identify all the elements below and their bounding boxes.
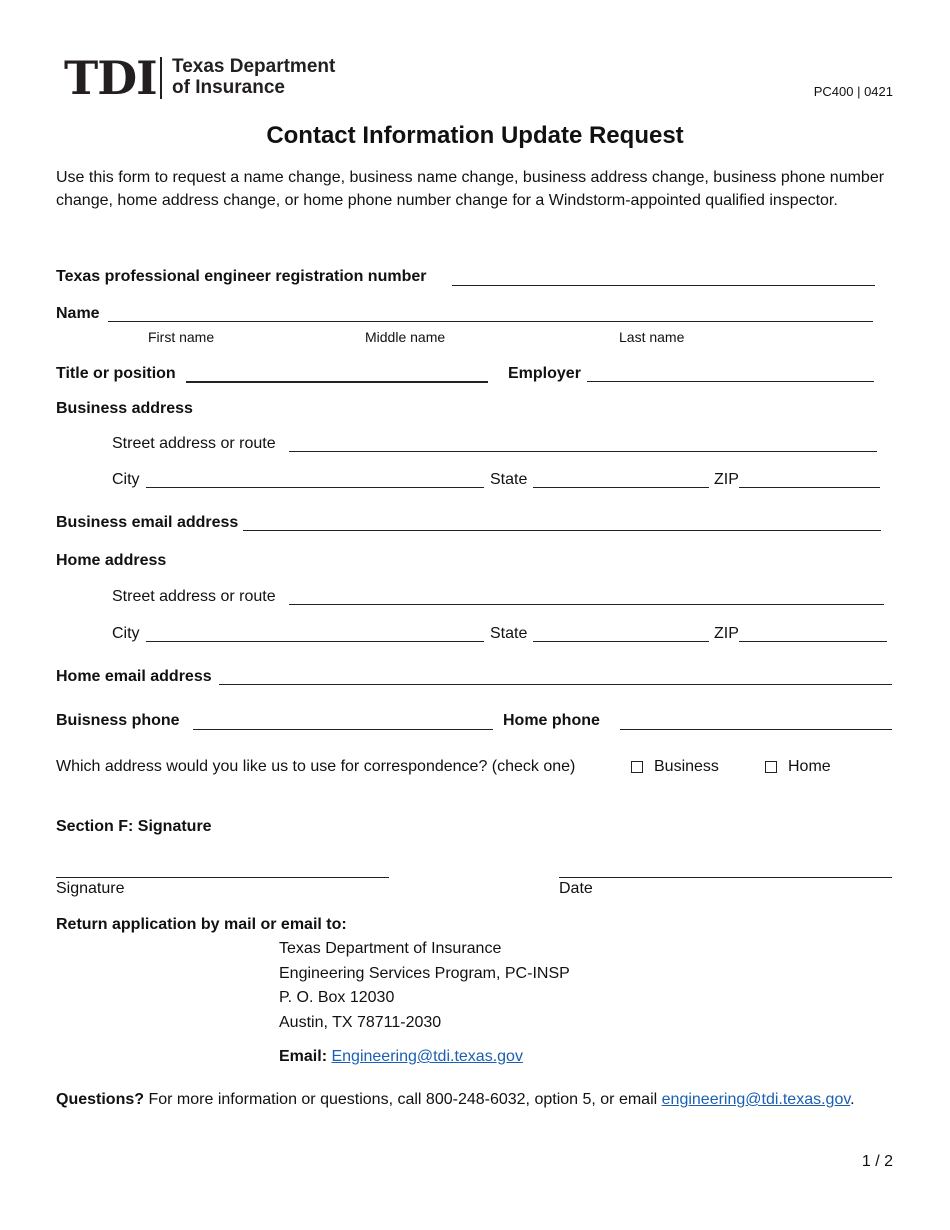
home-zip-label: ZIP xyxy=(714,625,739,642)
name-field[interactable] xyxy=(108,321,873,322)
questions-label: Questions? xyxy=(56,1091,145,1108)
employer-field[interactable] xyxy=(587,381,874,382)
business-checkbox[interactable] xyxy=(631,761,643,773)
name-label: Name xyxy=(56,305,100,322)
home-checkbox[interactable] xyxy=(765,761,777,773)
logo-agency-name xyxy=(172,56,335,98)
intro-text: Use this form to request a name change, business name change, business address change, business phone number change, home address change, or home phone number change for a Windstorm-appointed qualified inspector. xyxy=(56,169,885,209)
questions-text: For more information or questions, call 800-248-6032, option 5, or email xyxy=(148,1091,658,1108)
logo-divider xyxy=(160,57,162,99)
questions-period: . xyxy=(850,1091,855,1108)
middle-name-caption: Middle name xyxy=(365,329,446,345)
signature-field[interactable] xyxy=(56,877,389,878)
home-phone-label: Home phone xyxy=(503,712,600,729)
address-line: Texas Department of Insurance xyxy=(279,940,502,957)
questions-email-link[interactable]: engineering@tdi.texas.gov xyxy=(661,1091,851,1108)
form-number: PC400 | 0421 xyxy=(813,84,893,99)
title-position-field[interactable] xyxy=(186,381,488,383)
business-phone-label: Buisness phone xyxy=(56,712,180,729)
business-zip-label: ZIP xyxy=(714,471,739,488)
logo-line-1: Texas Department xyxy=(172,56,336,77)
return-address xyxy=(279,937,570,1035)
home-state-field[interactable] xyxy=(533,641,709,642)
business-phone-field[interactable] xyxy=(193,729,493,730)
home-city-field[interactable] xyxy=(146,641,484,642)
home-street-label: Street address or route xyxy=(112,588,276,605)
logo-line-2: of Insurance xyxy=(172,77,285,98)
date-field[interactable] xyxy=(559,877,892,878)
return-heading: Return application by mail or email to: xyxy=(56,916,347,933)
questions-row xyxy=(56,1090,855,1110)
business-state-label: State xyxy=(490,471,528,488)
address-line: P. O. Box 12030 xyxy=(279,989,395,1006)
business-email-field[interactable] xyxy=(243,530,881,531)
business-city-field[interactable] xyxy=(146,487,484,488)
title-position-label: Title or position xyxy=(56,365,176,382)
home-city-label: City xyxy=(112,625,140,642)
business-email-label: Business email address xyxy=(56,514,239,531)
signature-caption: Signature xyxy=(56,880,125,897)
return-email-link[interactable]: Engineering@tdi.texas.gov xyxy=(331,1048,523,1065)
business-address-heading: Business address xyxy=(56,400,193,417)
home-street-field[interactable] xyxy=(289,604,884,605)
business-city-label: City xyxy=(112,471,140,488)
home-state-label: State xyxy=(490,625,528,642)
home-zip-field[interactable] xyxy=(739,641,887,642)
return-email-label: Email: xyxy=(279,1048,328,1065)
date-caption: Date xyxy=(559,880,593,897)
last-name-caption: Last name xyxy=(619,329,685,345)
signature-section-title: Section F: Signature xyxy=(56,818,212,835)
pe-number-label: Texas professional engineer registration number xyxy=(56,268,427,285)
pe-number-field[interactable] xyxy=(452,285,875,286)
business-state-field[interactable] xyxy=(533,487,709,488)
address-line: Austin, TX 78711-2030 xyxy=(279,1013,442,1031)
home-phone-field[interactable] xyxy=(620,729,892,730)
first-name-caption: First name xyxy=(148,329,215,345)
business-zip-field[interactable] xyxy=(739,487,880,488)
employer-label: Employer xyxy=(508,365,581,382)
home-email-field[interactable] xyxy=(219,684,892,685)
tdi-logo: TDI xyxy=(64,51,157,105)
address-line: Engineering Services Program, PC-INSP xyxy=(279,964,570,982)
home-address-heading: Home address xyxy=(56,552,167,569)
return-email-row xyxy=(279,1047,523,1067)
page-title: Contact Information Update Request xyxy=(266,122,684,149)
correspondence-question: Which address would you like us to use for correspondence? (check one) xyxy=(56,758,576,775)
home-email-label: Home email address xyxy=(56,668,212,685)
page-number: 1 / 2 xyxy=(861,1153,893,1170)
business-option-label: Business xyxy=(654,758,719,775)
business-street-field[interactable] xyxy=(289,451,877,452)
home-option-label: Home xyxy=(788,758,831,775)
business-street-label: Street address or route xyxy=(112,435,276,452)
